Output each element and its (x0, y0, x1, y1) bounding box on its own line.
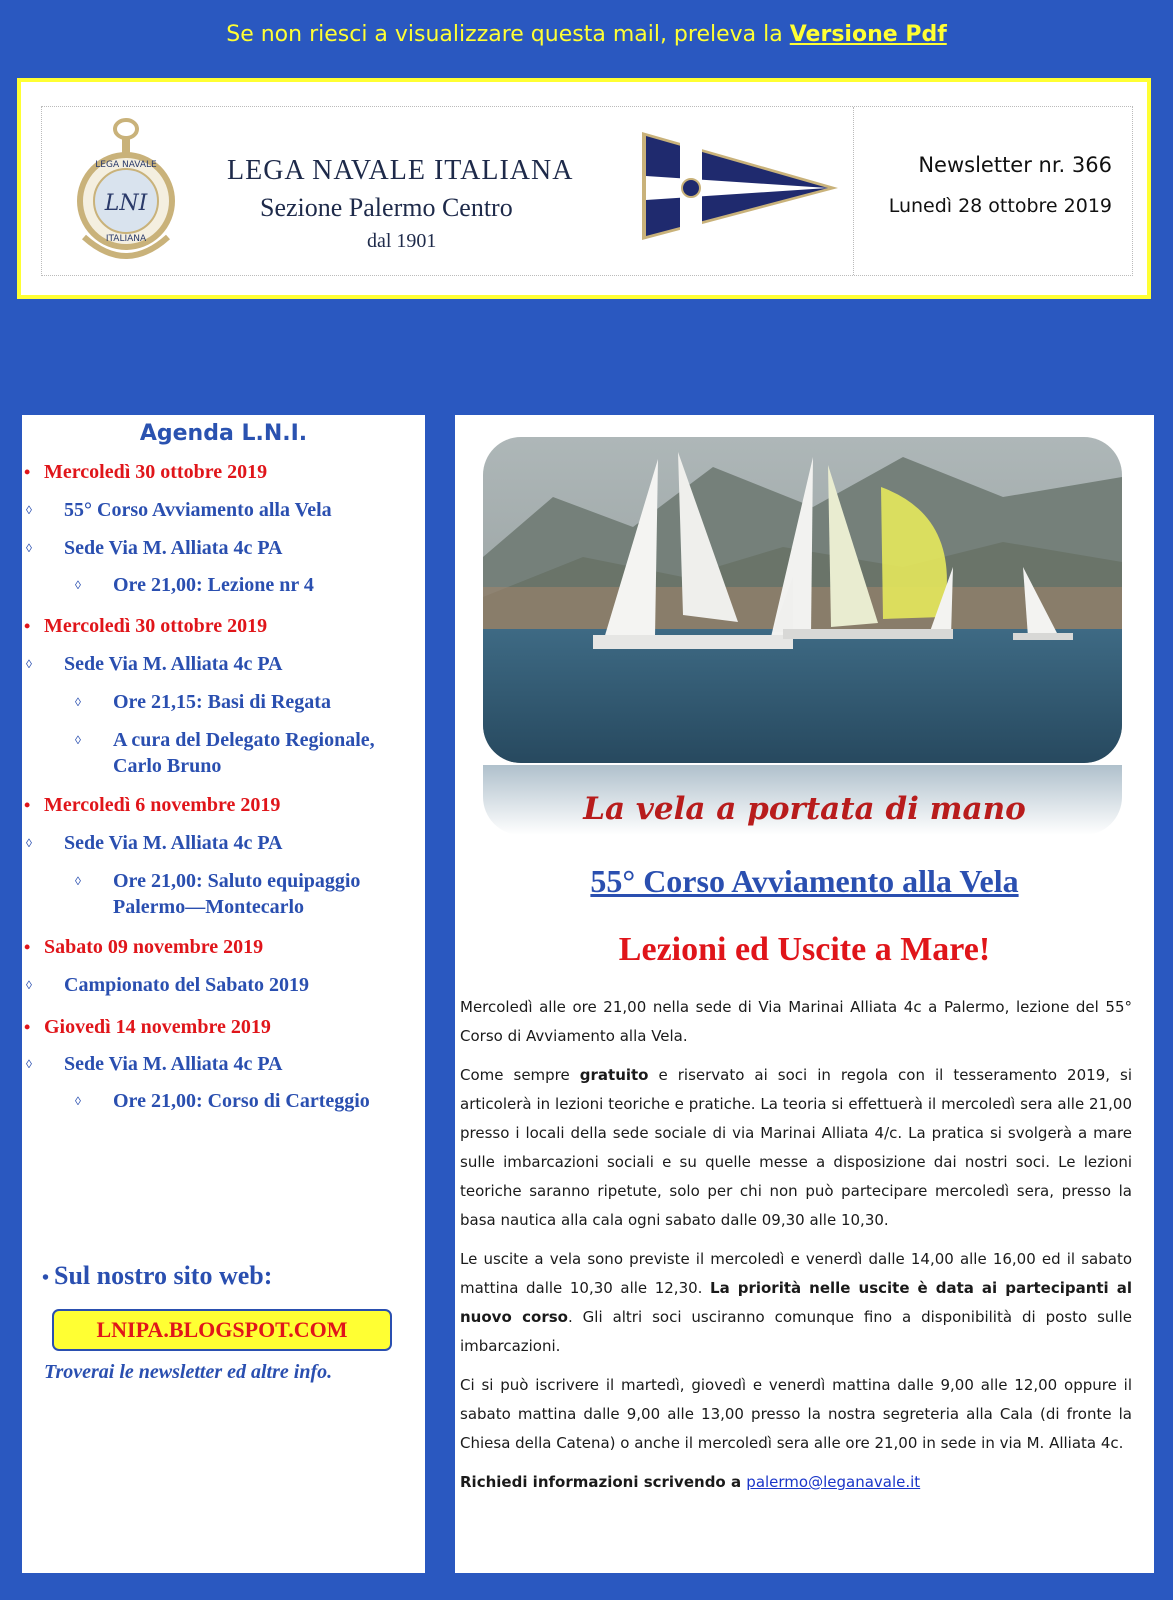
sailboats-photo (483, 437, 1122, 763)
bullet-icon: • (24, 1017, 31, 1037)
agenda-date: • Mercoledì 30 ottobre 2019 (24, 461, 268, 483)
agenda-date: • Sabato 09 novembre 2019 (24, 936, 264, 958)
email-link[interactable]: palermo@leganavale.it (746, 1473, 921, 1491)
diamond-bullet-icon: ◊ (26, 836, 32, 850)
agenda-item: ◊ Sede Via M. Alliata 4c PA (26, 653, 283, 675)
bullet-icon: • (24, 616, 31, 636)
pdf-version-link[interactable]: Versione Pdf (789, 22, 947, 47)
slogan: La vela a portata di mano (583, 791, 1026, 827)
lessons-subtitle: Lezioni ed Uscite a Mare! (618, 931, 991, 968)
diamond-bullet-icon: ◊ (26, 657, 32, 671)
diamond-bullet-icon: ◊ (75, 1094, 81, 1108)
paragraph: Ci si può iscrivere il martedì, giovedì e venerdì mattina dalle 9,00 alle 12,00 oppure il sabato mattina dalle 9,00 alle 13,00 presso la nostra segreteria alla Cala (di fronte la Chiesa della Catena) o anche il mercoledì sera alle ore 21,00 in sede in via M. Alliata 4c. (460, 1376, 1132, 1452)
diamond-bullet-icon: ◊ (26, 978, 32, 992)
header-divider (853, 107, 854, 275)
contact-paragraph: Richiedi informazioni scrivendo a palermo@leganavale.it (460, 1473, 921, 1491)
bullet-icon: • (24, 795, 31, 815)
agenda-date: • Giovedì 14 novembre 2019 (24, 1016, 271, 1038)
newsletter-date: Lunedì 28 ottobre 2019 (888, 195, 1112, 217)
diamond-bullet-icon: ◊ (26, 1057, 32, 1071)
agenda-panel (22, 415, 425, 1573)
org-name: LEGA NAVALE ITALIANA (227, 155, 574, 186)
org-section: Sezione Palermo Centro (260, 193, 513, 222)
agenda-subitem: ◊ Ore 21,00: Corso di Carteggio (75, 1090, 370, 1112)
anchor-emblem-logo (74, 115, 178, 265)
agenda-subitem: ◊ Ore 21,15: Basi di Regata (75, 691, 331, 713)
newsletter-number: Newsletter nr. 366 (918, 153, 1112, 177)
paragraph: Mercoledì alle ore 21,00 nella sede di Via Marinai Alliata 4c a Palermo, lezione del 55° Corso di Avviamento alla Vela. (460, 998, 1132, 1045)
agenda-subitem: ◊ A cura del Delegato Regionale, Carlo Bruno (75, 729, 375, 777)
diamond-bullet-icon: ◊ (26, 503, 32, 517)
agenda-item: ◊ 55° Corso Avviamento alla Vela (26, 499, 332, 521)
diamond-bullet-icon: ◊ (26, 541, 32, 555)
website-note: Troverai le newsletter ed altre info. (44, 1361, 333, 1383)
bullet-icon: • (24, 462, 31, 482)
course-title-link[interactable]: 55° Corso Avviamento alla Vela (590, 863, 1019, 899)
svg-text:LNI: LNI (104, 191, 148, 216)
diamond-bullet-icon: ◊ (75, 695, 81, 709)
agenda-item: ◊ Campionato del Sabato 2019 (26, 974, 310, 996)
blog-link-button[interactable]: LNIPA.BLOGSPOT.COM (52, 1309, 392, 1351)
diamond-bullet-icon: ◊ (75, 874, 81, 888)
agenda-date: • Mercoledì 6 novembre 2019 (24, 794, 281, 816)
pdf-notice (0, 22, 1173, 47)
paragraph: Le uscite a vela sono previste il mercoledì e venerdì dalle 14,00 alle 16,00 ed il sabato mattina dalle 10,30 alle 12,30. La priorità nelle uscite è data ai partecipanti al nuovo corso. Gli altri soci usciranno comunque fino a disponibilità di posto sulle imbarcazioni. (460, 1250, 1132, 1355)
pdf-notice-text: Se non riesci a visualizzare questa mail, preleva la (226, 22, 790, 47)
newsletter-header (17, 78, 1151, 299)
agenda-date: • Mercoledì 30 ottobre 2019 (24, 615, 268, 637)
agenda-subitem: ◊ Ore 21,00: Lezione nr 4 (75, 574, 314, 596)
article-panel (455, 415, 1154, 1573)
website-heading: • Sul nostro sito web: (42, 1261, 273, 1290)
diamond-bullet-icon: ◊ (75, 578, 81, 592)
org-founded: dal 1901 (367, 230, 437, 252)
diamond-bullet-icon: ◊ (75, 733, 81, 747)
agenda-item: ◊ Sede Via M. Alliata 4c PA (26, 1053, 283, 1075)
agenda-title: Agenda L.N.I. (139, 421, 308, 446)
agenda-item: ◊ Sede Via M. Alliata 4c PA (26, 537, 283, 559)
paragraph: Come sempre gratuito e riservato ai soci in regola con il tesseramento 2019, si articolerà in lezioni teoriche e pratiche. La teoria si effettuerà il mercoledì sera alle 21,00 presso i locali della sede sociale di via Marinai Alliata 4/c. La pratica si svolgerà a mare sulle imbarcazioni sociali e su quelle messe a disposizione dai nostri soci. Le lezioni teoriche saranno ripetute, solo per chi non può partecipare mercoledì sera, presso la basa nautica alla cala ogni sabato dalle 09,30 alle 10,30. (460, 1066, 1132, 1229)
article-body (460, 993, 1132, 1507)
agenda-subitem: ◊ Ore 21,00: Saluto equipaggio Palermo—Montecarlo (75, 870, 361, 918)
agenda-item: ◊ Sede Via M. Alliata 4c PA (26, 832, 283, 854)
svg-text:ITALIANA: ITALIANA (105, 234, 147, 244)
svg-text:LEGA NAVALE: LEGA NAVALE (95, 160, 157, 170)
header-table (41, 106, 1133, 276)
bullet-icon: • (24, 937, 31, 957)
pennant-flag-icon (640, 130, 840, 242)
